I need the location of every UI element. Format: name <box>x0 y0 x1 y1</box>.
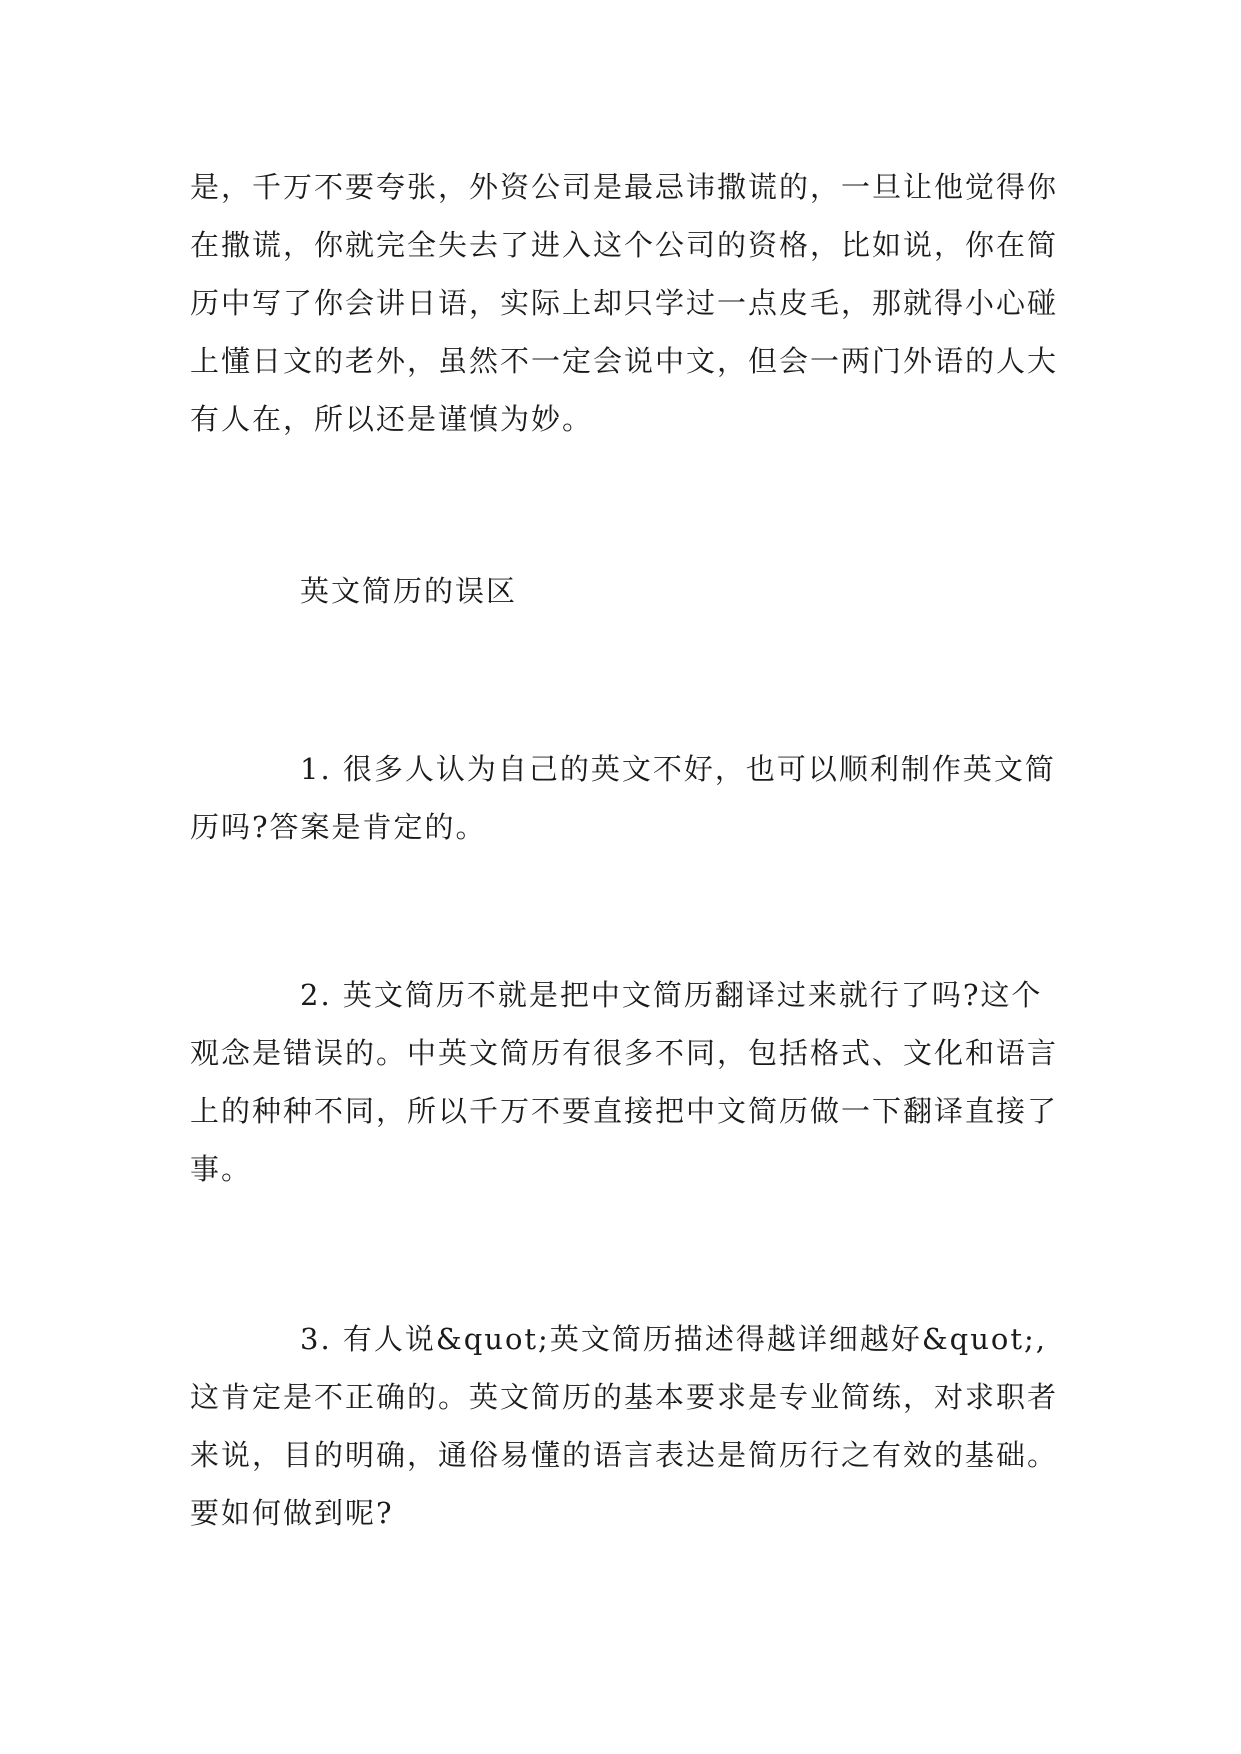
list-item-3: 3. 有人说&quot;英文简历描述得越详细越好&quot;,这肯定是不正确的。英文简历的基本要求是专业简练，对求职者来说，目的明确，通俗易懂的语言表达是简历行之有效的基础。要如何做到呢? <box>190 1322 1059 1530</box>
list-item-1: 1. 很多人认为自己的英文不好，也可以顺利制作英文简历吗?答案是肯定的。 <box>190 752 1056 844</box>
paragraph-continuation: 是，千万不要夸张，外资公司是最忌讳撒谎的，一旦让他觉得你在撒谎，你就完全失去了进入这个公司的资格，比如说，你在简历中写了你会讲日语，实际上却只学过一点皮毛，那就得小心碰上懂日文的老外，虽然不一定会说中文，但会一两门外语的人大有人在，所以还是谨慎为妙。 <box>190 170 1059 436</box>
list-item-2: 2. 英文简历不就是把中文简历翻译过来就行了吗?这个观念是错误的。中英文简历有很多不同，包括格式、文化和语言上的种种不同，所以千万不要直接把中文简历做一下翻译直接了事。 <box>190 978 1059 1186</box>
section-heading: 英文简历的误区 <box>300 574 518 608</box>
